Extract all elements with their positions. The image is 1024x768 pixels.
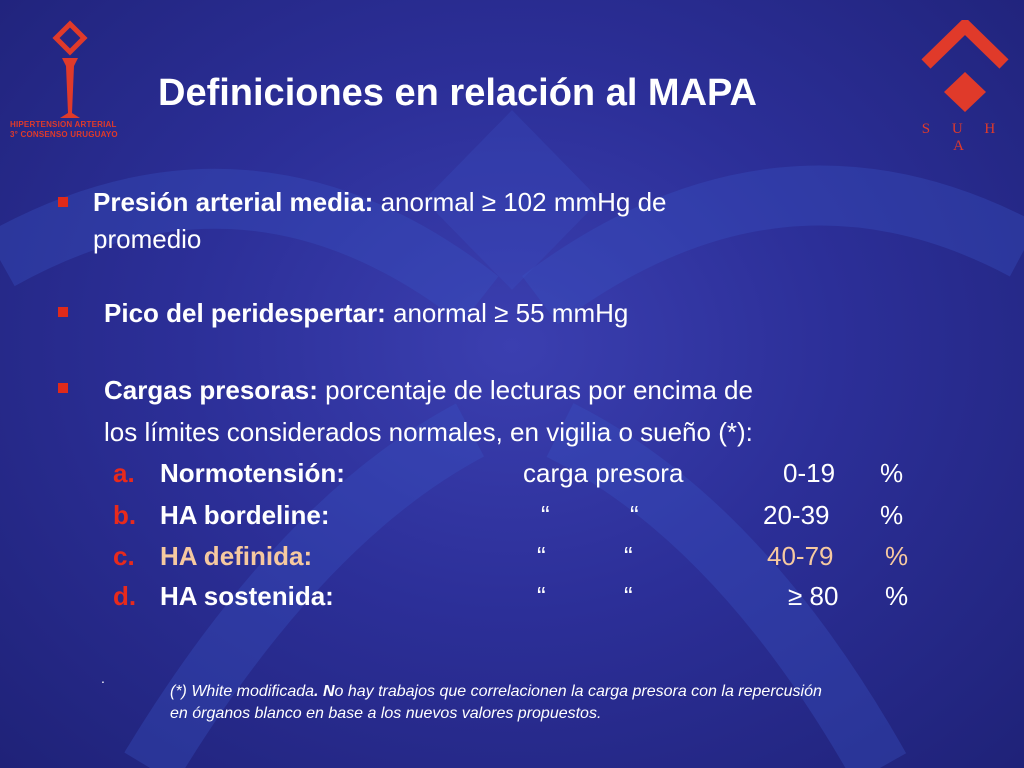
subitem-range: 40-79	[767, 541, 834, 571]
left-logo-line-1: HIPERTENSION ARTERIAL	[10, 120, 117, 129]
left-logo-line-2: 3° CONSENSO URUGUAYO	[10, 130, 118, 139]
item-text: anormal ≥ 102 mmHg de	[373, 187, 667, 217]
item-presion-media-line2: promedio	[93, 224, 202, 254]
subitem-col2: carga presora	[523, 458, 684, 488]
subitem-ditto-1: “	[537, 581, 546, 611]
subitem-label: HA definida:	[160, 541, 313, 571]
footnote-dot: .	[101, 670, 105, 686]
subitem-normotension	[113, 455, 135, 491]
item-label: Pico del peridespertar:	[104, 298, 386, 328]
subitem-sostenida	[113, 578, 136, 614]
subitem-letter: b.	[113, 500, 137, 530]
subitem-range: 0-19	[783, 458, 836, 488]
subitem-range: ≥ 80	[788, 581, 839, 611]
subitem-range: 20-39	[763, 500, 830, 530]
bullet-marker	[58, 307, 68, 317]
subitem-ditto-1: “	[541, 500, 550, 530]
item-cargas-presoras-line2: los límites considerados normales, en vigilia o sueño (*):	[104, 417, 753, 447]
subitem-label: HA sostenida:	[160, 581, 334, 611]
item-pico-peridespertar	[104, 295, 628, 331]
subitem-unit: %	[885, 581, 909, 611]
subitem-definida	[113, 538, 135, 574]
subitem-unit: %	[885, 541, 909, 571]
subitem-unit: %	[880, 458, 904, 488]
footnote-line-2: en órganos blanco en base a los nuevos valores propuestos.	[170, 705, 602, 722]
bullet-marker	[58, 197, 68, 207]
subitem-bordeline	[113, 497, 136, 533]
footnote-part-2: . N	[314, 683, 335, 700]
item-presion-media	[93, 184, 667, 220]
subitem-letter: c.	[113, 541, 135, 571]
item-label: Presión arterial media:	[93, 187, 374, 217]
subitem-label: HA bordeline:	[160, 500, 330, 530]
item-text: anormal ≥ 55 mmHg	[385, 298, 629, 328]
footnote-part-3: o hay trabajos que correlacionen la carga presora con la repercusión	[334, 683, 822, 700]
footnote-part-1: (*) White modificada	[170, 683, 315, 700]
subitem-label: Normotensión:	[160, 458, 345, 488]
suha-logo-icon	[920, 20, 1010, 125]
footnote-line-1	[170, 681, 1010, 703]
suha-logo-text: S U H A	[921, 121, 1005, 154]
subitem-ditto-2: “	[624, 581, 633, 611]
subitem-ditto-2: “	[624, 541, 633, 571]
subitem-letter: d.	[113, 581, 137, 611]
subitem-ditto-1: “	[537, 541, 546, 571]
item-cargas-presoras	[104, 372, 753, 408]
left-logo-caption	[10, 120, 140, 140]
slide-title: Definiciones en relación al MAPA	[158, 72, 758, 114]
bullet-marker	[58, 383, 68, 393]
item-label: Cargas presoras:	[104, 375, 318, 405]
subitem-unit: %	[880, 500, 904, 530]
footnote	[170, 681, 1010, 725]
item-text: porcentaje de lecturas por encima de	[317, 375, 753, 405]
subitem-ditto-2: “	[630, 500, 639, 530]
subitem-letter: a.	[113, 458, 135, 488]
